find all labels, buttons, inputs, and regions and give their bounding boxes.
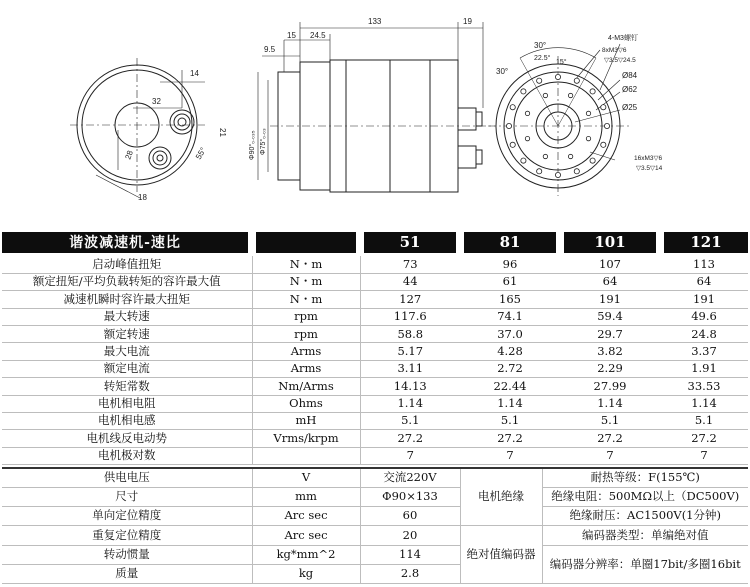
row-value: 117.6 xyxy=(360,308,460,325)
row-unit: N・m xyxy=(252,273,360,290)
row-value: 1.14 xyxy=(560,395,660,412)
spec-table-secondary xyxy=(2,467,748,584)
bolt-hole xyxy=(506,123,511,128)
row-name: 电机极对数 xyxy=(2,447,252,464)
row-value: 7 xyxy=(660,447,748,464)
bolt-hole xyxy=(537,78,542,83)
row-value: 3.82 xyxy=(560,343,660,360)
bolt-hole xyxy=(521,158,526,163)
row-value: 27.2 xyxy=(360,430,460,447)
row-name: 电机相电阻 xyxy=(2,395,252,412)
table-header xyxy=(2,232,748,253)
side-dim-3: 15 xyxy=(287,31,296,40)
table-row xyxy=(2,326,748,343)
table-row xyxy=(2,545,748,564)
left-end-view xyxy=(70,58,205,198)
table-row xyxy=(2,526,748,545)
row-unit: N・m xyxy=(252,256,360,273)
bolt-hole xyxy=(543,93,547,97)
right-angle-3: 22.5° xyxy=(534,55,551,62)
right-callout-6: Ø25 xyxy=(622,103,638,112)
table-row xyxy=(2,487,748,506)
row-name: 转动惯量 xyxy=(2,545,252,564)
row-value: 114 xyxy=(360,545,460,564)
right-angle-4: 15° xyxy=(556,59,567,66)
row-value: 交流220V xyxy=(360,468,460,487)
row-value: 1.14 xyxy=(460,395,560,412)
row-value: 5.17 xyxy=(360,343,460,360)
row-value: 5.1 xyxy=(560,413,660,430)
row-value: 27.2 xyxy=(660,430,748,447)
side-dim-1: 133 xyxy=(368,17,382,26)
row-value: 27.2 xyxy=(560,430,660,447)
bolt-hole xyxy=(521,89,526,94)
left-dim-4: 55° xyxy=(193,146,208,161)
insulation-detail: 绝缘耐压：AC1500V(1分钟) xyxy=(542,507,748,526)
bolt-hole xyxy=(510,142,515,147)
insulation-group-label: 电机绝缘 xyxy=(460,468,542,526)
bolt-hole xyxy=(574,78,579,83)
row-name: 最大转速 xyxy=(2,308,252,325)
row-unit xyxy=(252,447,360,464)
row-value: 44 xyxy=(360,273,460,290)
row-value: 24.8 xyxy=(660,326,748,343)
header-blank xyxy=(252,232,360,253)
row-unit: mH xyxy=(252,413,360,430)
bolt-hole xyxy=(543,154,547,158)
row-name: 最大电流 xyxy=(2,343,252,360)
row-name: 减速机瞬时容许最大扭矩 xyxy=(2,291,252,308)
row-value: 1.91 xyxy=(660,360,748,377)
row-name: 额定转速 xyxy=(2,326,252,343)
bolt-hole xyxy=(510,105,515,110)
row-value: 64 xyxy=(660,273,748,290)
encoder-group-label: 绝对值编码器 xyxy=(460,526,542,584)
table-row xyxy=(2,430,748,447)
table-row xyxy=(2,343,748,360)
row-name: 尺寸 xyxy=(2,487,252,506)
right-callout-3: ▽3.5▽24.5 xyxy=(604,57,636,64)
right-angle-2: 30° xyxy=(534,41,547,50)
row-unit: Arc sec xyxy=(252,526,360,545)
side-dia-2: Φ75°₀.₀₃ xyxy=(260,128,267,155)
row-unit: V xyxy=(252,468,360,487)
row-value: 5.1 xyxy=(660,413,748,430)
row-value: Φ90×133 xyxy=(360,487,460,506)
row-value: 49.6 xyxy=(660,308,748,325)
side-dia-1: Φ90°₀.₀₃₅ xyxy=(249,130,256,160)
row-unit: rpm xyxy=(252,326,360,343)
header-ratio: 51 xyxy=(360,232,460,253)
row-unit: N・m xyxy=(252,291,360,308)
row-value: 14.13 xyxy=(360,378,460,395)
row-value: 27.99 xyxy=(560,378,660,395)
row-unit: Arc sec xyxy=(252,507,360,526)
row-value: 20 xyxy=(360,526,460,545)
right-callout-1: 4-M3螺钉 xyxy=(608,35,638,42)
row-name: 单向定位精度 xyxy=(2,507,252,526)
row-name: 电机线反电动势 xyxy=(2,430,252,447)
side-view xyxy=(258,22,495,192)
bolt-hole xyxy=(604,123,609,128)
bolt-hole xyxy=(568,93,572,97)
row-value: 61 xyxy=(460,273,560,290)
row-unit: mm xyxy=(252,487,360,506)
row-value: 107 xyxy=(560,256,660,273)
row-unit: Vrms/krpm xyxy=(252,430,360,447)
row-value: 127 xyxy=(360,291,460,308)
header-ratio: 121 xyxy=(660,232,748,253)
row-value: 64 xyxy=(560,273,660,290)
row-value: 165 xyxy=(460,291,560,308)
table-row xyxy=(2,468,748,487)
row-unit: Arms xyxy=(252,360,360,377)
row-name: 额定扭矩/平均负载转矩的容许最大值 xyxy=(2,273,252,290)
row-unit: rpm xyxy=(252,308,360,325)
row-name: 额定电流 xyxy=(2,360,252,377)
row-value: 29.7 xyxy=(560,326,660,343)
row-value: 74.1 xyxy=(460,308,560,325)
row-value: 5.1 xyxy=(460,413,560,430)
bolt-hole xyxy=(537,169,542,174)
row-value: 5.1 xyxy=(360,413,460,430)
left-dim-2: 32 xyxy=(152,97,161,106)
bolt-hole xyxy=(590,158,595,163)
bolt-hole xyxy=(568,154,572,158)
row-value: 4.28 xyxy=(460,343,560,360)
right-callout-5: Ø62 xyxy=(622,85,638,94)
table-row xyxy=(2,447,748,464)
right-callout-7: 16xM3▽6 xyxy=(634,155,663,162)
insulation-detail: 绝缘电阻：500MΩ以上（DC500V) xyxy=(542,487,748,506)
side-dim-4: 24.5 xyxy=(310,31,326,40)
bolt-hole xyxy=(590,89,595,94)
side-dim-5: 9.5 xyxy=(264,45,276,54)
row-value: 191 xyxy=(660,291,748,308)
row-value: 96 xyxy=(460,256,560,273)
row-value: 2.29 xyxy=(560,360,660,377)
table-row xyxy=(2,308,748,325)
table-row xyxy=(2,256,748,273)
row-value: 1.14 xyxy=(660,395,748,412)
row-name: 启动峰值扭矩 xyxy=(2,256,252,273)
left-side-mark: 21 xyxy=(218,128,227,137)
side-dim-2: 19 xyxy=(463,17,472,26)
row-unit: kg xyxy=(252,564,360,583)
table-row xyxy=(2,413,748,430)
row-value: 73 xyxy=(360,256,460,273)
row-unit: Arms xyxy=(252,343,360,360)
header-ratio: 81 xyxy=(460,232,560,253)
bolt-hole xyxy=(601,142,606,147)
row-value: 113 xyxy=(660,256,748,273)
row-value: 7 xyxy=(460,447,560,464)
table-row xyxy=(2,291,748,308)
bolt-hole xyxy=(601,105,606,110)
row-value: 22.44 xyxy=(460,378,560,395)
header-title: 谐波减速机-速比 xyxy=(2,232,252,253)
table-row xyxy=(2,360,748,377)
row-name: 电机相电感 xyxy=(2,413,252,430)
insulation-detail: 耐热等级：F(155℃) xyxy=(542,468,748,487)
row-unit: kg*mm^2 xyxy=(252,545,360,564)
bolt-hole xyxy=(555,172,560,177)
row-value: 3.11 xyxy=(360,360,460,377)
bolt-hole xyxy=(525,136,529,140)
left-dim-5: 18 xyxy=(138,193,147,202)
row-value: 33.53 xyxy=(660,378,748,395)
row-value: 59.4 xyxy=(560,308,660,325)
bolt-hole xyxy=(586,136,590,140)
row-value: 58.8 xyxy=(360,326,460,343)
bolt-hole xyxy=(586,111,590,115)
table-row xyxy=(2,273,748,290)
row-value: 7 xyxy=(360,447,460,464)
row-name: 重复定位精度 xyxy=(2,526,252,545)
bolt-hole xyxy=(525,111,529,115)
row-name: 转矩常数 xyxy=(2,378,252,395)
row-value: 2.8 xyxy=(360,564,460,583)
left-dim-1: 14 xyxy=(190,69,199,78)
right-callout-4: Ø84 xyxy=(622,71,638,80)
row-value: 1.14 xyxy=(360,395,460,412)
row-unit: Nm/Arms xyxy=(252,378,360,395)
row-value: 27.2 xyxy=(460,430,560,447)
right-callout-2: 8xM3▽6 xyxy=(602,47,627,54)
bolt-hole xyxy=(555,74,560,79)
encoder-detail: 编码器分辨率：单圈17bit/多圈16bit xyxy=(542,545,748,584)
row-name: 质量 xyxy=(2,564,252,583)
right-angle-1: 30° xyxy=(496,67,509,76)
row-name: 供电电压 xyxy=(2,468,252,487)
table-row xyxy=(2,395,748,412)
spec-table xyxy=(2,232,748,465)
left-dim-3: 28 xyxy=(123,149,135,161)
row-value: 191 xyxy=(560,291,660,308)
row-unit: Ohms xyxy=(252,395,360,412)
encoder-detail: 编码器类型：单编绝对值 xyxy=(542,526,748,545)
row-value: 3.37 xyxy=(660,343,748,360)
row-value: 2.72 xyxy=(460,360,560,377)
bolt-hole xyxy=(574,169,579,174)
header-ratio: 101 xyxy=(560,232,660,253)
spec-body xyxy=(2,256,748,465)
technical-drawings xyxy=(0,0,750,228)
row-value: 60 xyxy=(360,507,460,526)
table-row xyxy=(2,507,748,526)
row-value: 37.0 xyxy=(460,326,560,343)
right-callout-8: ▽3.5▽14 xyxy=(636,165,663,172)
table-row xyxy=(2,378,748,395)
row-value: 7 xyxy=(560,447,660,464)
